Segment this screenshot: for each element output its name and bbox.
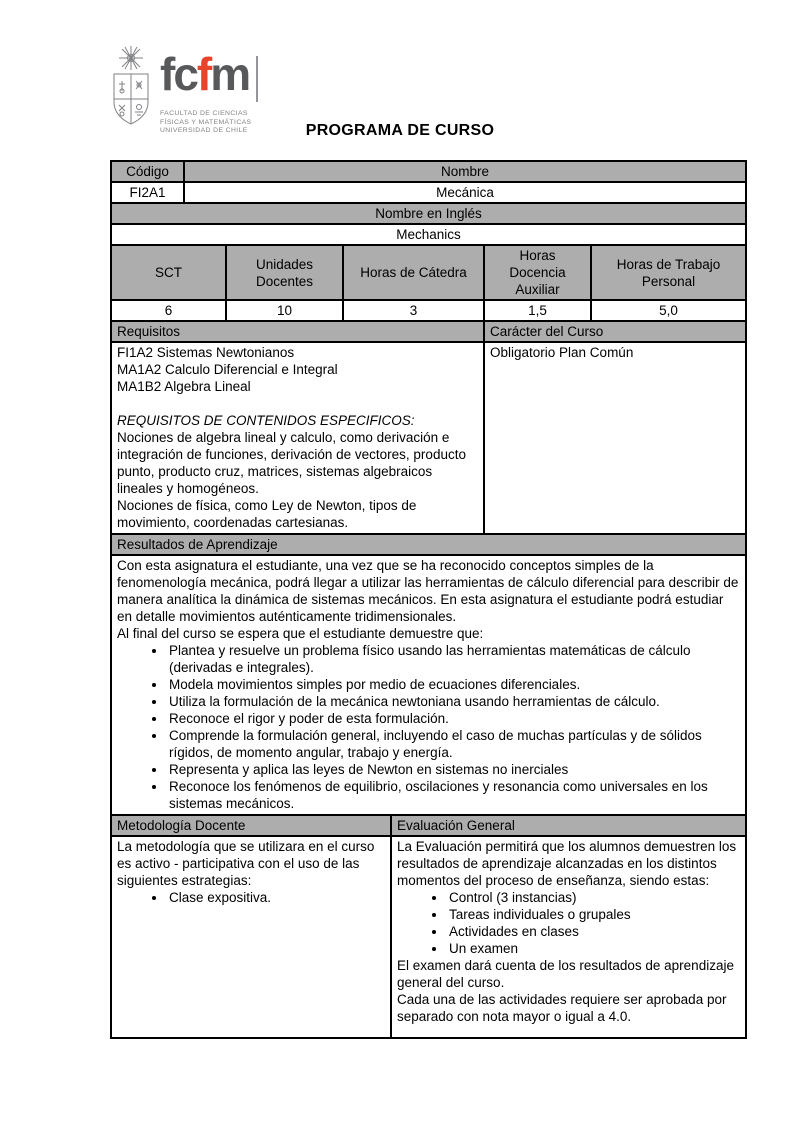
metodologia-header-cell: Metodología Docente xyxy=(111,815,391,836)
evaluacion-outro-2: Cada una de las actividades requiere ser aprobada por separado con nota mayor o igual a 4.0. xyxy=(397,992,727,1024)
bullet-item: • Clase expositiva. xyxy=(167,889,385,906)
fcfm-wordmark xyxy=(160,48,258,102)
metodologia-bullet-list xyxy=(117,889,385,906)
logo-line-1: FACULTAD DE CIENCIAS xyxy=(160,110,248,117)
evaluacion-outro-1: El examen dará cuenta de los resultados de aprendizaje general del curso. xyxy=(397,958,734,990)
evaluacion-header-cell: Evaluación General xyxy=(391,815,746,836)
code-name-table xyxy=(110,160,747,246)
caracter-header-cell: Carácter del Curso xyxy=(484,321,746,342)
metodologia-content-cell xyxy=(111,836,391,1038)
hours-table xyxy=(110,244,747,322)
horas-docencia-auxiliar-header-cell: Horas Docencia Auxiliar xyxy=(484,245,591,300)
nombre-value-cell: Mecánica xyxy=(184,182,746,203)
sct-header-cell: SCT xyxy=(111,245,226,300)
resultados-intro: Con esta asignatura el estudiante, una vez que se ha reconocido conceptos simples de la fenomenología mecánica, podrá llegar a utilizar las herramientas de cálculo diferencial para describir de manera analítica la dinámica de sistemas mecánicos. En esta asignatura el estudiante podrá estudiar en detalle movimientos auténticamente tridimensionales. xyxy=(117,558,739,624)
resultados-bullet-list xyxy=(117,642,740,812)
course-program-table xyxy=(110,160,745,1039)
nombre-ingles-value-cell: Mechanics xyxy=(111,224,746,245)
blank-line xyxy=(117,395,478,412)
codigo-header-cell: Código xyxy=(111,161,184,182)
logo-line-3: UNIVERSIDAD DE CHILE xyxy=(160,127,248,134)
requisitos-caracter-table xyxy=(110,320,747,535)
sct-value-cell: 6 xyxy=(111,300,226,321)
evaluacion-bullet-list xyxy=(397,889,740,957)
bullet-item: • Reconoce los fenómenos de equilibrio, oscilaciones y resonancia como universales en los sistemas mecánicos. xyxy=(167,778,740,812)
bullet-item: • Tareas individuales o grupales xyxy=(447,906,740,923)
caracter-content-cell: Obligatorio Plan Común xyxy=(484,342,746,534)
horas-trabajo-personal-header-cell: Horas de Trabajo Personal xyxy=(591,245,746,300)
wordmark-m: m xyxy=(210,48,250,100)
resultados-content-cell xyxy=(111,555,746,815)
logo-divider xyxy=(256,56,258,102)
page-title: PROGRAMA DE CURSO xyxy=(305,122,495,139)
resultados-intro-2: Al final del curso se espera que el estudiante demuestre que: xyxy=(117,626,484,641)
resultados-header-cell: Resultados de Aprendizaje xyxy=(111,534,746,555)
bullet-item: • Representa y aplica las leyes de Newton en sistemas no inerciales xyxy=(167,761,740,778)
requisitos-especificos-text-2: Nociones de física, como Ley de Newton, tipos de movimiento, coordenadas cartesianas. xyxy=(117,498,417,530)
wordmark-f-accent: f xyxy=(196,48,211,100)
requisitos-especificos-title: REQUISITOS DE CONTENIDOS ESPECIFICOS: xyxy=(117,413,415,428)
bullet-item: • Un examen xyxy=(447,940,740,957)
wordmark-fc: fc xyxy=(160,48,197,100)
horas-catedra-header-cell: Horas de Cátedra xyxy=(343,245,484,300)
bullet-item: • Plantea y resuelve un problema físico usando las herramientas matemáticas de cálculo (derivadas e integrales). xyxy=(167,642,740,676)
bullet-item: • Modela movimientos simples por medio de ecuaciones diferenciales. xyxy=(167,676,740,693)
requisitos-content-cell xyxy=(111,342,484,534)
unidades-docentes-header-cell: Unidades Docentes xyxy=(226,245,343,300)
requisito-line-1: FI1A2 Sistemas Newtonianos xyxy=(117,345,295,360)
bullet-item: • Utiliza la formulación de la mecánica newtoniana usando herramientas de cálculo. xyxy=(167,693,740,710)
evaluacion-content-cell xyxy=(391,836,746,1038)
requisitos-especificos-text-1: Nociones de algebra lineal y calculo, como derivación e integración de funciones, derivación de vectores, producto punto, producto cruz, matrices, sistemas algebraicos lineales y homogéneos. xyxy=(117,430,466,496)
bullet-item: • Comprende la formulación general, incluyendo el caso de muchas partículas y de sólidos rígidos, de momento angular, trabajo y energía. xyxy=(167,727,740,761)
metodologia-intro: La metodología que se utilizara en el curso es activo - participativa con el uso de las siguientes estrategias: xyxy=(117,839,375,888)
nombre-header-cell: Nombre xyxy=(184,161,746,182)
bullet-item: • Control (3 instancias) xyxy=(447,889,740,906)
evaluacion-intro: La Evaluación permitirá que los alumnos demuestren los resultados de aprendizaje alcanzadas en los distintos momentos del proceso de enseñanza, siendo estas: xyxy=(397,839,737,888)
requisito-line-3: MA1B2 Algebra Lineal xyxy=(117,379,251,394)
nombre-ingles-header-cell: Nombre en Inglés xyxy=(111,203,746,224)
requisito-line-2: MA1A2 Calculo Diferencial e Integral xyxy=(117,362,338,377)
horas-catedra-value-cell: 3 xyxy=(343,300,484,321)
bullet-item: • Actividades en clases xyxy=(447,923,740,940)
horas-trabajo-personal-value-cell: 5,0 xyxy=(591,300,746,321)
bullet-item: • Reconoce el rigor y poder de esta formulación. xyxy=(167,710,740,727)
requisitos-header-cell: Requisitos xyxy=(111,321,484,342)
metodologia-evaluacion-table xyxy=(110,814,747,1039)
unidades-docentes-value-cell: 10 xyxy=(226,300,343,321)
resultados-table xyxy=(110,533,747,816)
horas-docencia-auxiliar-value-cell: 1,5 xyxy=(484,300,591,321)
codigo-value-cell: FI2A1 xyxy=(111,182,184,203)
logo-line-2: FÍSICAS Y MATEMÁTICAS xyxy=(160,118,252,126)
